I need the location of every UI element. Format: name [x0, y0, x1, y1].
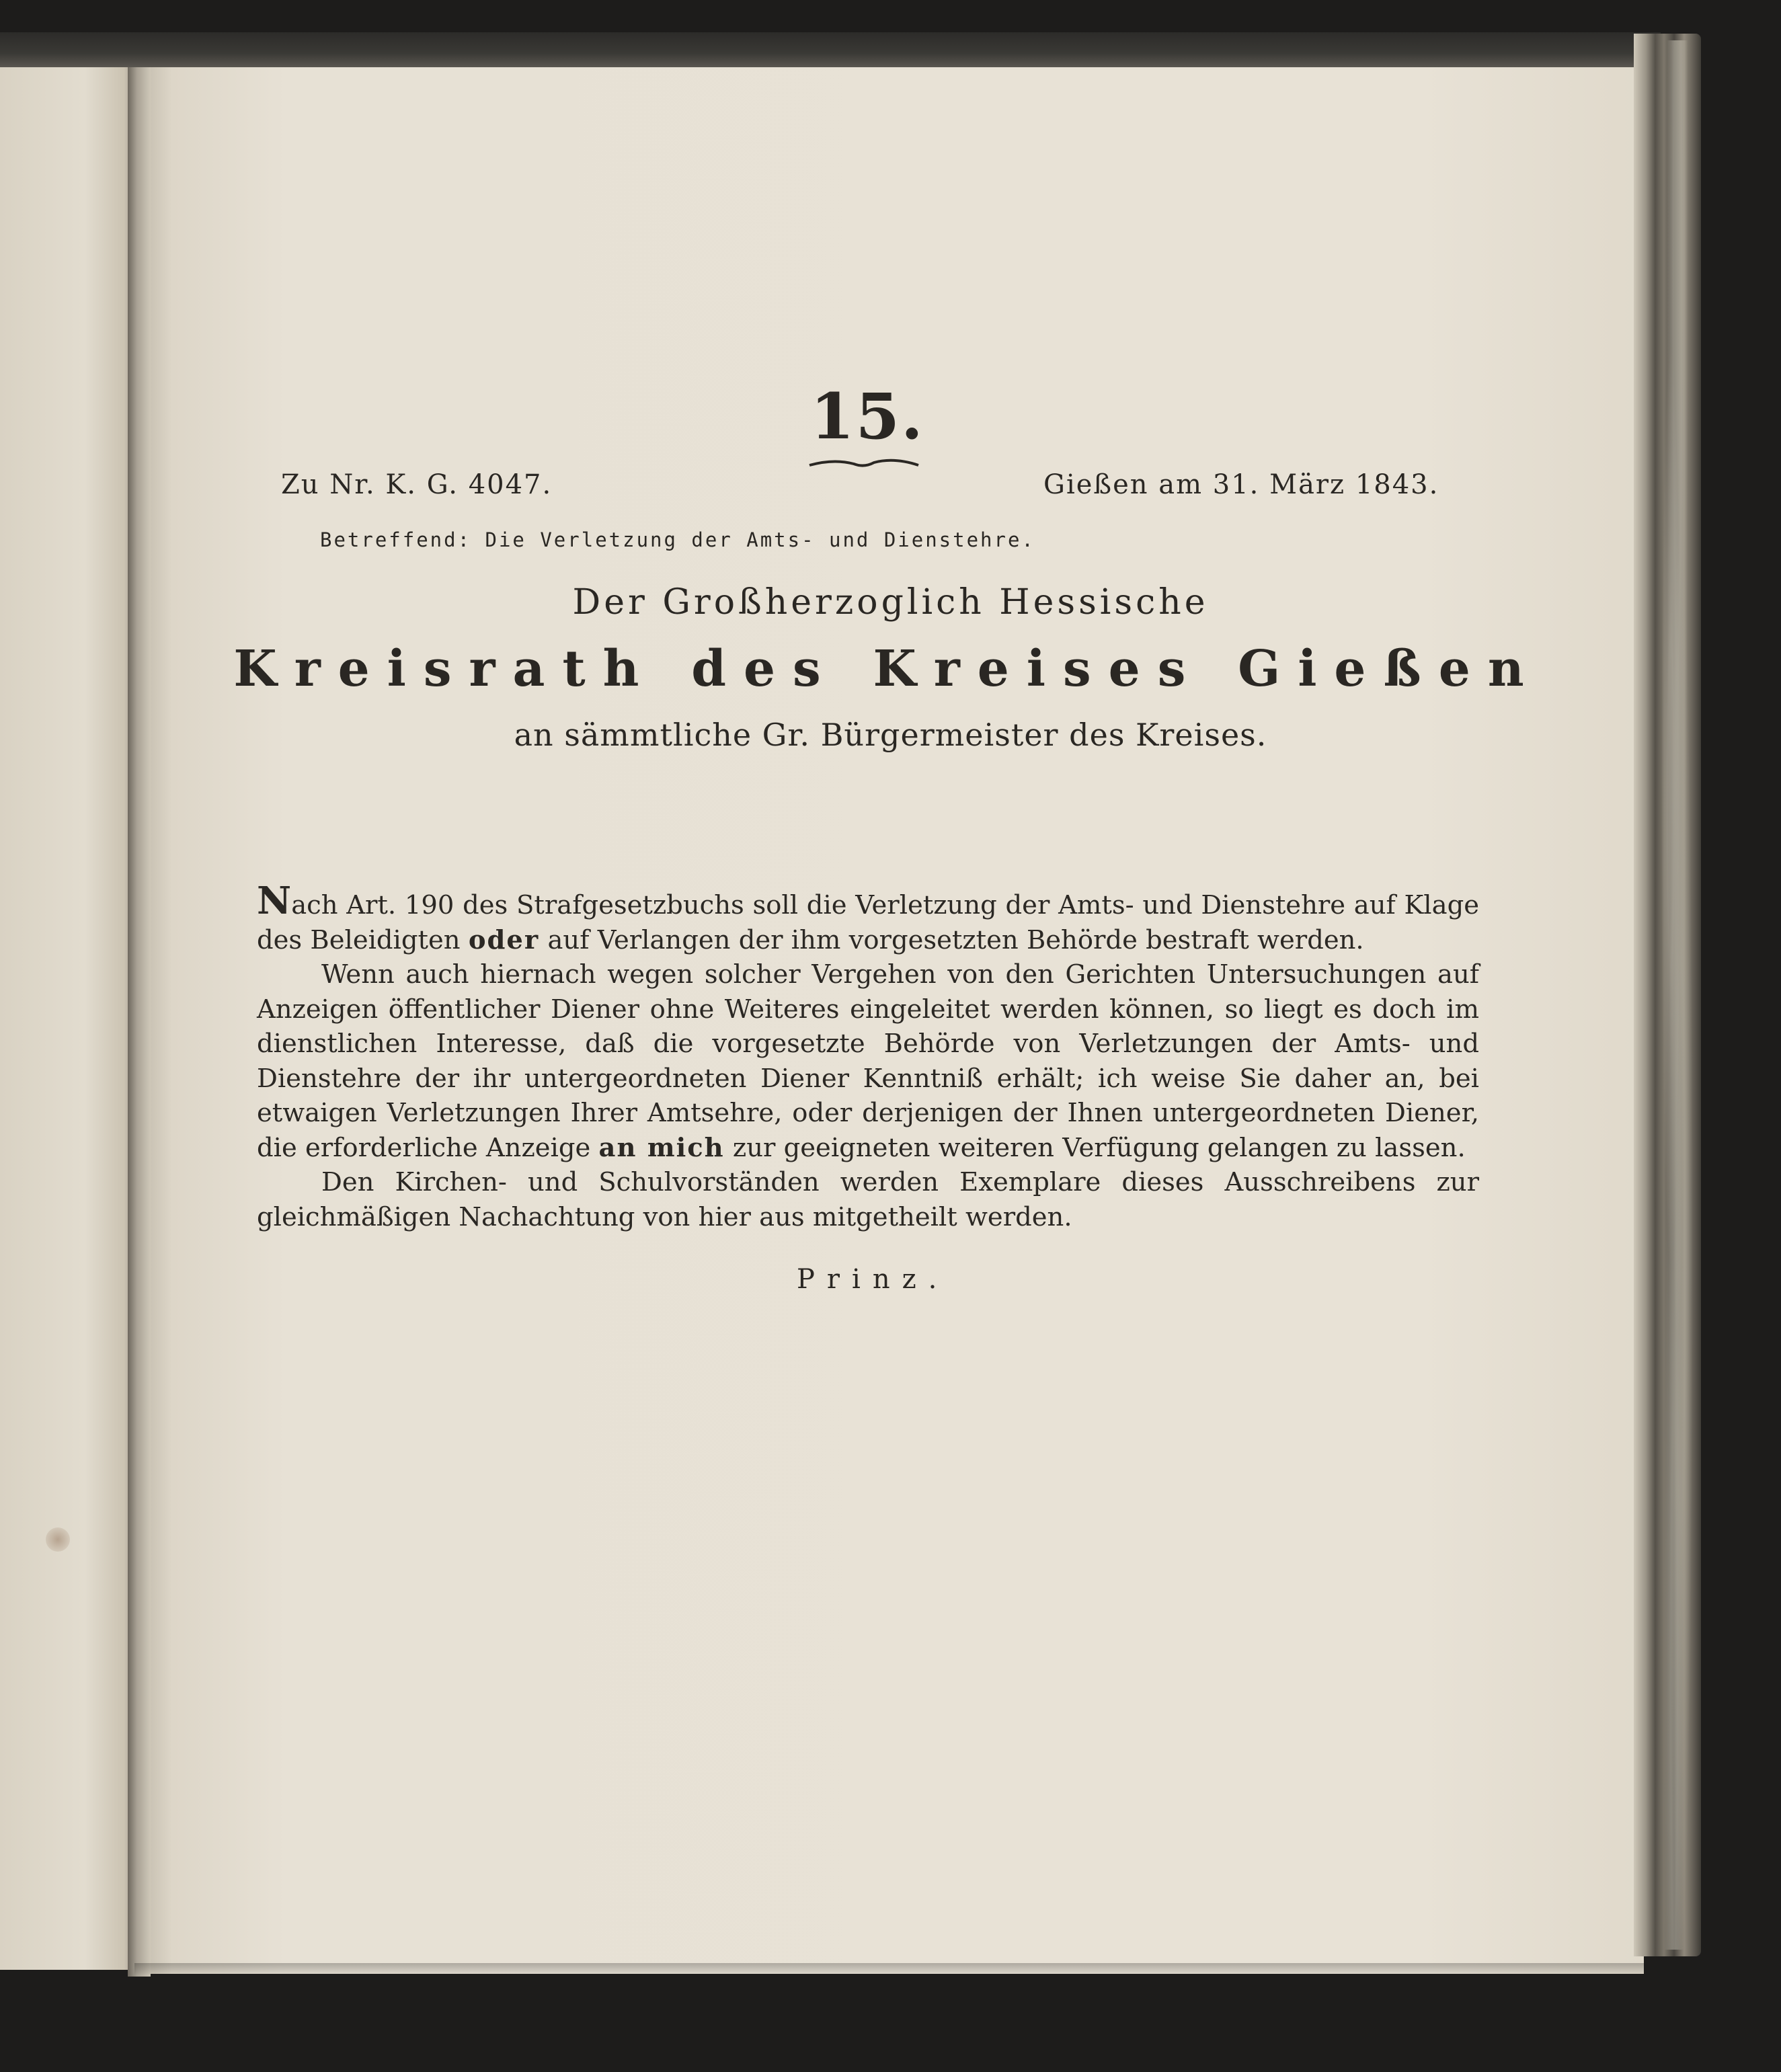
document-number: 15.	[810, 380, 924, 454]
paragraph-1	[257, 879, 1479, 957]
signature: Prinz.	[797, 1264, 949, 1295]
paragraph-2-text-a: Wenn auch hiernach wegen solcher Vergehen von den Gerichten Untersuchungen auf Anzeigen öffentlicher Diener ohne Weiteres eingeleitet werden können, so liegt es doch im dienstlichen Interesse, daß die vorgesetzte Behörde von Verletzungen der Amts- und Dienstehre der ihr untergeordneten Diener Kenntniß erhält; ich weise Sie daher an, bei etwaigen Verletzungen Ihrer Amtsehre, oder derjenigen der Ihnen untergeordneten Diener, die erforderliche Anzeige	[257, 959, 1479, 1163]
book-gutter	[128, 54, 151, 1977]
place-and-date: Gießen am 31. März 1843.	[1043, 469, 1439, 500]
subject-line: Betreffend: Die Verletzung der Amts- und Dienstehre.	[320, 528, 1035, 551]
body-text	[257, 879, 1479, 1234]
paragraph-1-text-a: ach Art. 190 des Strafgesetzbuchs soll die Verletzung der Amts- und Dienstehre auf Klage des Beleidigten	[257, 890, 1479, 955]
reference-number: Zu Nr. K. G. 4047.	[281, 469, 553, 500]
paragraph-1-text-b: auf Verlangen der ihm vorgesetzten Behörde bestraft werden.	[547, 924, 1364, 955]
number-underline-swash	[807, 456, 921, 471]
issuer-line-1: Der Großherzoglich Hessische	[572, 582, 1209, 623]
page-shadow	[134, 1963, 1644, 1977]
paragraph-3-text: Den Kirchen- und Schulvorständen werden Exemplare dieses Ausschreibens zur gleichmäßigen Nachachtung von hier aus mitgetheilt werden.	[257, 1167, 1479, 1232]
paragraph-2	[257, 957, 1479, 1165]
binding-top-edge	[0, 32, 1661, 67]
addressee-line: an sämmtliche Gr. Bürgermeister des Kreises.	[514, 717, 1267, 753]
paragraph-3	[257, 1165, 1479, 1234]
paper-stain	[46, 1527, 70, 1552]
left-page	[0, 54, 141, 1970]
paragraph-2-text-b: zur geeigneten weiteren Verfügung gelangen zu lassen.	[732, 1132, 1466, 1163]
cover-wear	[1661, 40, 1694, 1950]
paragraph-1-emphasis: oder	[468, 924, 540, 955]
issuer-line-2: Kreisrath des Kreises Gießen	[233, 640, 1542, 698]
paragraph-2-emphasis: an mich	[598, 1132, 725, 1163]
drop-capital: N	[257, 879, 292, 923]
